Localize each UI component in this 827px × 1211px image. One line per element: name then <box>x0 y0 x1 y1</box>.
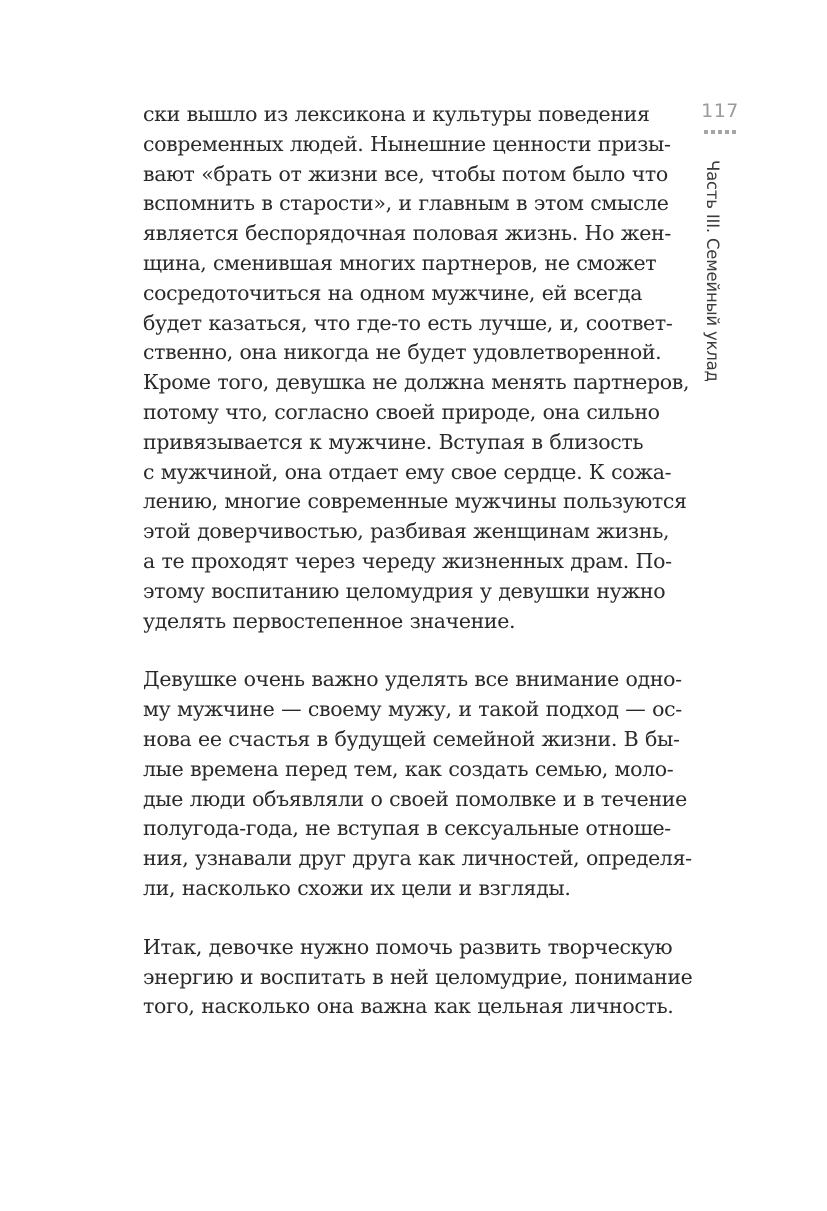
dot <box>711 130 715 134</box>
paragraph-1 <box>143 100 690 636</box>
text-line: ски вышло из лексикона и культуры поведения <box>143 102 650 126</box>
text-line: с мужчиной, она отдает ему свое сердце. К сожа- <box>143 459 672 484</box>
text-line: лые времена перед тем, как создать семью, моло- <box>143 756 674 781</box>
text-line: ния, узнавали друг друга как личностей, определя- <box>143 846 692 871</box>
running-head: Часть III. Семейный уклад <box>703 160 722 382</box>
text-line: лению, многие современные мужчины пользуются <box>143 489 687 514</box>
text-line: полугода-года, не вступая в сексуальные отноше- <box>143 816 671 841</box>
text-line: вспомнить в старости», и главным в этом смысле <box>143 191 669 216</box>
text-line: этой доверчивостью, разбивая женщинам жизнь, <box>143 519 670 544</box>
text-line: ственно, она никогда не будет удовлетворенной. <box>143 340 662 365</box>
text-line: энергию и воспитать в ней целомудрие, понимание <box>143 964 693 989</box>
text-line: вают «брать от жизни все, чтобы потом было что <box>143 161 668 186</box>
dot <box>725 130 729 134</box>
page-number-dots <box>704 130 736 134</box>
paragraph-3 <box>143 933 693 1022</box>
text-line: сосредоточиться на одном мужчине, ей всегда <box>143 280 643 305</box>
text-line: того, насколько она важна как цельная личность. <box>143 994 674 1019</box>
text-line: привязывается к мужчине. Вступая в близость <box>143 429 644 454</box>
dot <box>704 130 708 134</box>
text-line: му мужчине — своему мужу, и такой подход — ос- <box>143 697 682 722</box>
page-number: 117 <box>701 100 739 122</box>
text-line: а те проходят через череду жизненных драм. По- <box>143 548 672 573</box>
dot <box>732 130 736 134</box>
body-text <box>143 100 693 1051</box>
paragraph-2 <box>143 665 692 903</box>
text-line: щина, сменившая многих партнеров, не сможет <box>143 250 657 275</box>
text-line: этому воспитанию целомудрия у девушки нужно <box>143 578 666 603</box>
text-line: дые люди объявляли о своей помолвке и в течение <box>143 786 687 811</box>
dot <box>718 130 722 134</box>
text-line: современных людей. Нынешние ценности призы- <box>143 131 671 156</box>
text-line: Итак, девочке нужно помочь развить творческую <box>143 934 673 959</box>
text-line: нова ее счастья в будущей семейной жизни. В бы- <box>143 726 680 751</box>
text-line: будет казаться, что где-то есть лучше, и, соответ- <box>143 310 673 335</box>
text-line: Кроме того, девушка не должна менять партнеров, <box>143 370 690 395</box>
text-line: уделять первостепенное значение. <box>143 608 516 633</box>
text-line: ли, насколько схожи их цели и взгляды. <box>143 875 571 900</box>
text-line: является беспорядочная половая жизнь. Но жен- <box>143 221 671 246</box>
text-line: потому что, согласно своей природе, она сильно <box>143 399 660 424</box>
text-line: Девушке очень важно уделять все внимание одно- <box>143 667 682 692</box>
